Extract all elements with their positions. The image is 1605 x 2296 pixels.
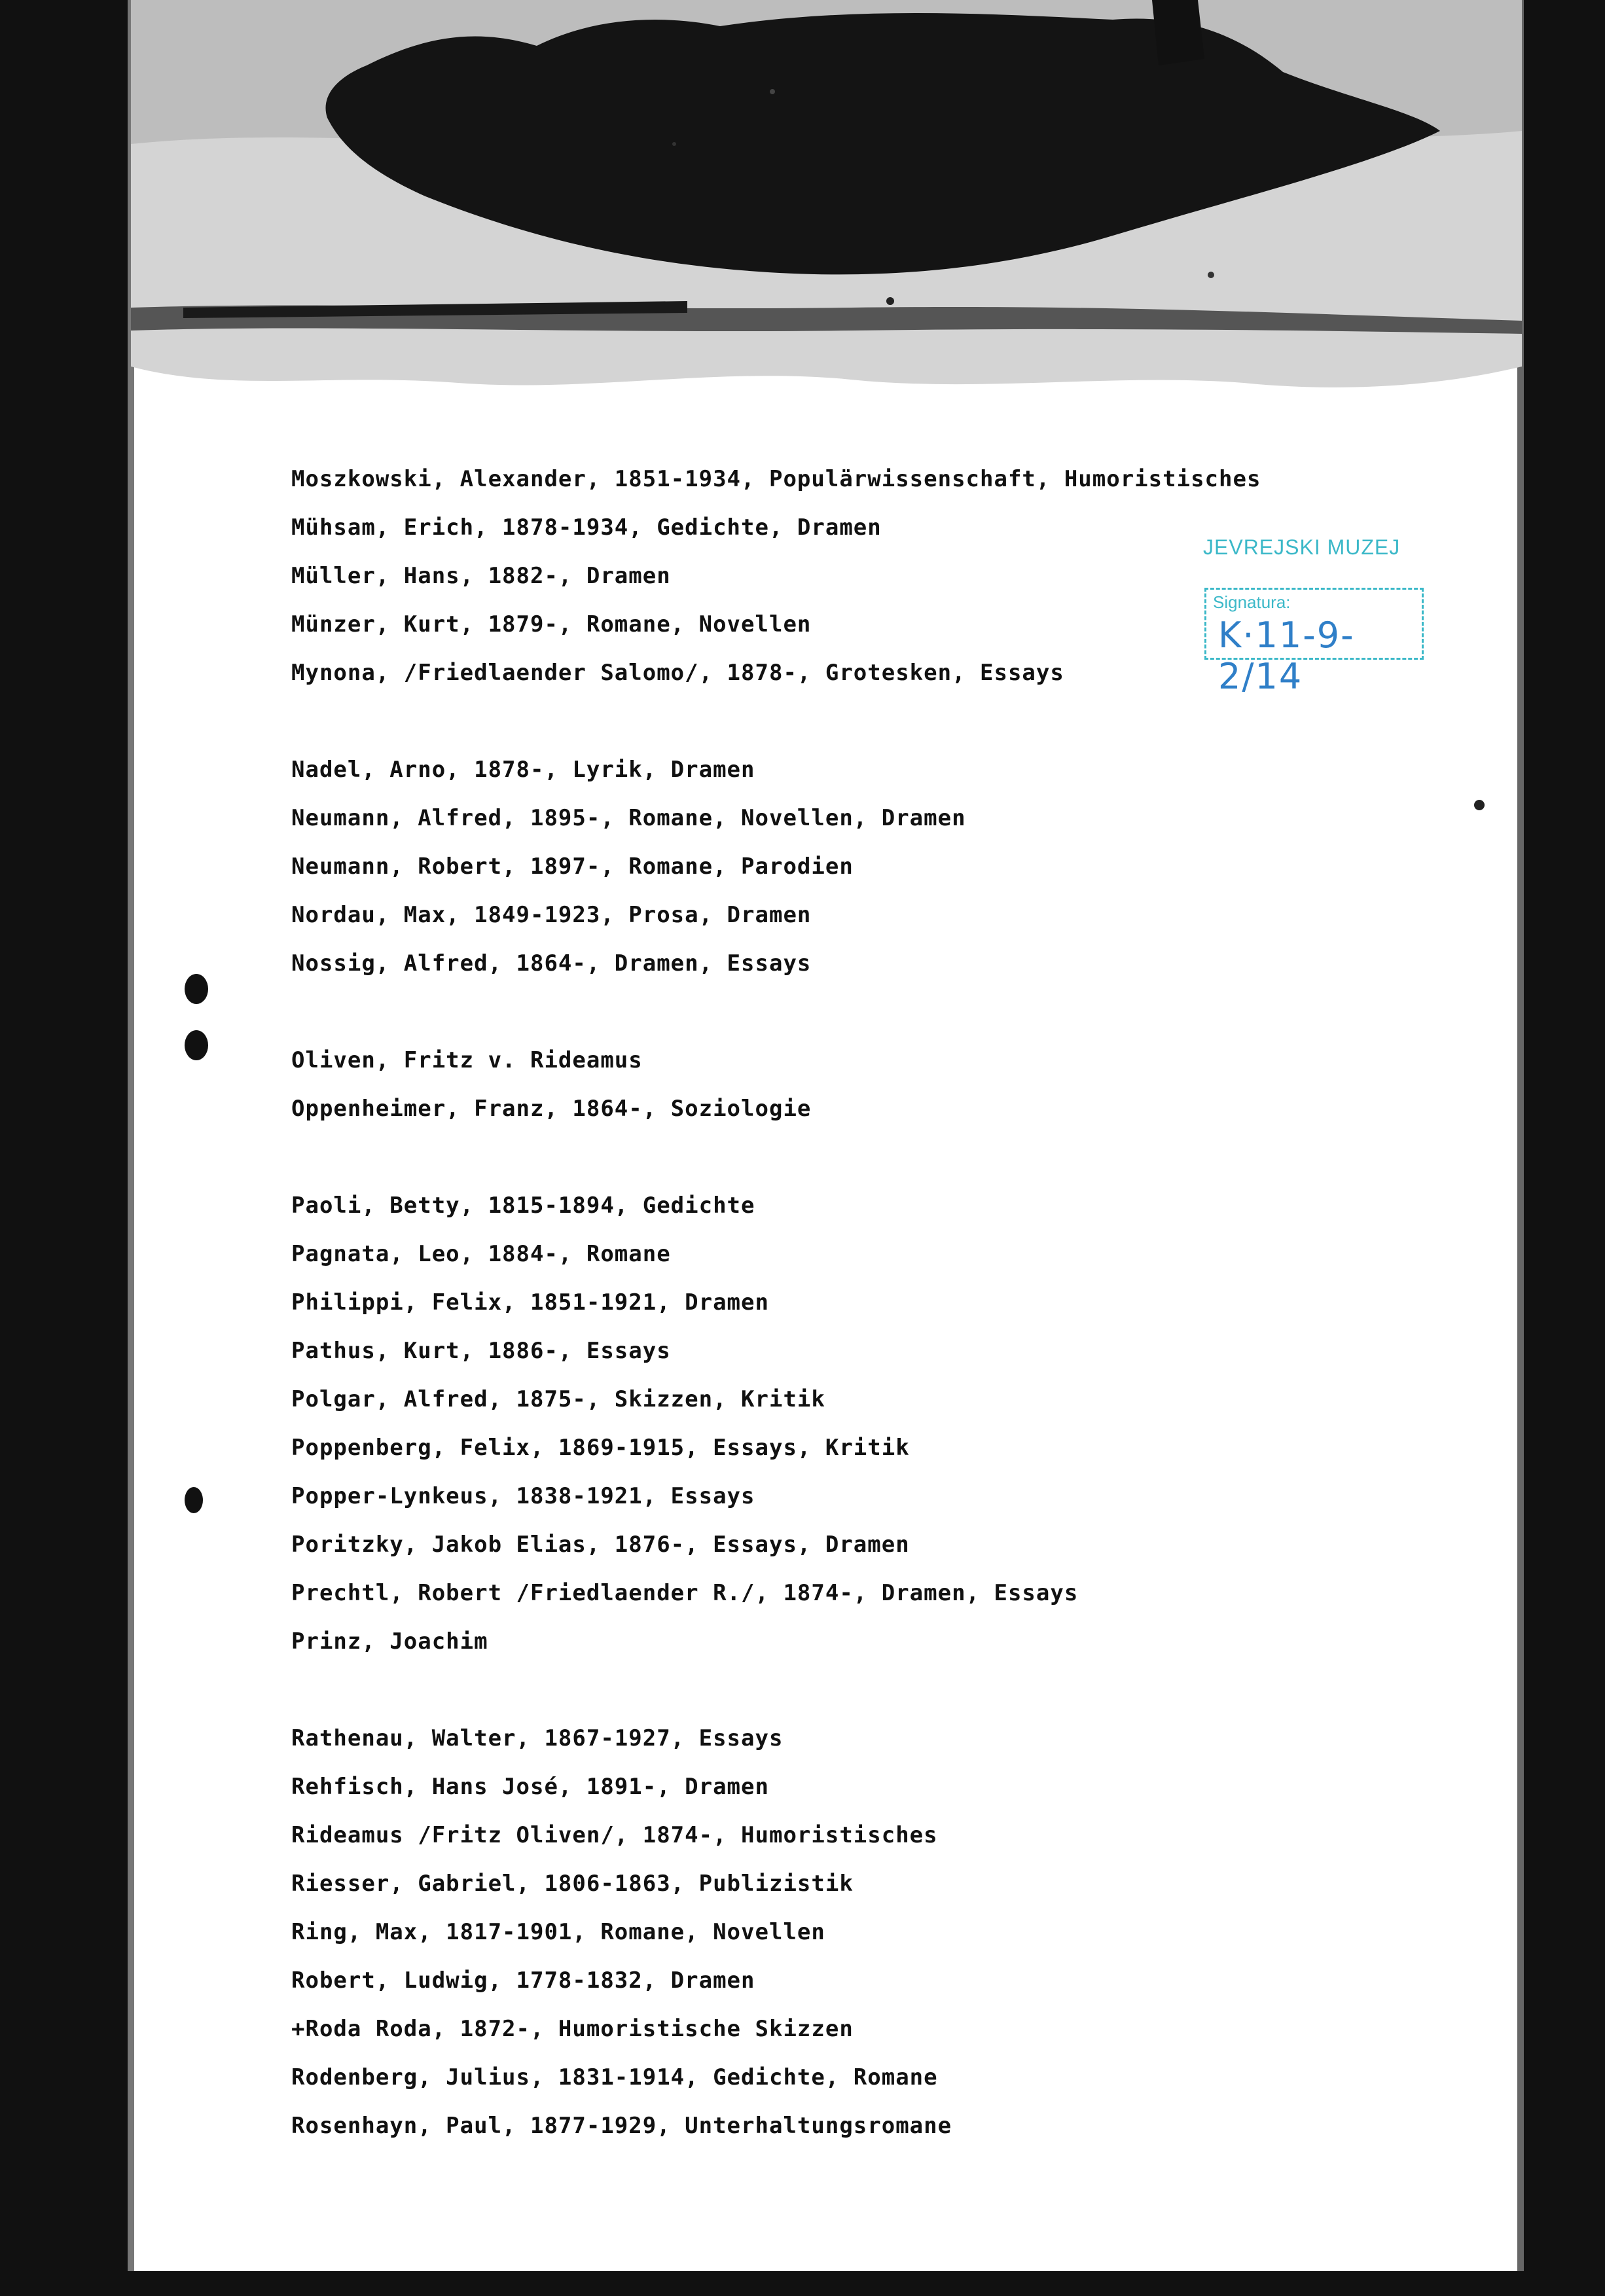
author-entry: Rideamus /Fritz Oliven/, 1874-, Humoristisches (291, 1822, 938, 1848)
author-entry: Nadel, Arno, 1878-, Lyrik, Dramen (291, 757, 755, 783)
author-entry: Paoli, Betty, 1815-1894, Gedichte (291, 1193, 755, 1219)
stamp-signature: K·11-9-2/14 (1218, 615, 1355, 697)
author-entry: Poritzky, Jakob Elias, 1876-, Essays, Dramen (291, 1532, 910, 1558)
author-entry: Neumann, Alfred, 1895-, Romane, Novellen, Dramen (291, 805, 966, 831)
punch-hole-mark (185, 1030, 208, 1060)
author-entry: Nordau, Max, 1849-1923, Prosa, Dramen (291, 902, 812, 928)
author-entry: Rosenhayn, Paul, 1877-1929, Unterhaltungsromane (291, 2113, 952, 2139)
entry-group (291, 745, 1470, 988)
author-entry: Rodenberg, Julius, 1831-1914, Gedichte, Romane (291, 2064, 938, 2090)
author-entry: Müller, Hans, 1882-, Dramen (291, 563, 671, 589)
author-entry: +Roda Roda, 1872-, Humoristische Skizzen (291, 2016, 854, 2042)
author-entry: Popper-Lynkeus, 1838-1921, Essays (291, 1483, 755, 1509)
author-entry: Rehfisch, Hans José, 1891-, Dramen (291, 1774, 769, 1800)
author-entry: Mynona, /Friedlaender Salomo/, 1878-, Grotesken, Essays (291, 660, 1064, 686)
entry-group (291, 455, 1470, 697)
author-entry: Polgar, Alfred, 1875-, Skizzen, Kritik (291, 1386, 825, 1412)
author-entry: Pathus, Kurt, 1886-, Essays (291, 1338, 671, 1364)
punch-hole-mark (185, 1487, 203, 1513)
punch-hole-mark (185, 974, 208, 1004)
author-entry: Prechtl, Robert /Friedlaender R./, 1874-, Dramen, Essays (291, 1580, 1079, 1606)
stamp-label: Signatura: (1213, 592, 1291, 612)
author-entry: Rathenau, Walter, 1867-1927, Essays (291, 1725, 784, 1751)
author-entry: Prinz, Joachim (291, 1628, 488, 1655)
author-entry: Robert, Ludwig, 1778-1832, Dramen (291, 1967, 755, 1994)
stamp-title: JEVREJSKI MUZEJ (1203, 535, 1401, 559)
author-entry: Neumann, Robert, 1897-, Romane, Parodien (291, 853, 854, 880)
author-entry: Poppenberg, Felix, 1869-1915, Essays, Kritik (291, 1435, 910, 1461)
entry-group (291, 1714, 1470, 2150)
author-entry: Riesser, Gabriel, 1806-1863, Publizistik (291, 1871, 854, 1897)
author-entry: Mühsam, Erich, 1878-1934, Gedichte, Dramen (291, 514, 882, 541)
author-entry: Oppenheimer, Franz, 1864-, Soziologie (291, 1096, 812, 1122)
author-list (291, 455, 1470, 2150)
author-entry: Ring, Max, 1817-1901, Romane, Novellen (291, 1919, 825, 1945)
author-entry: Münzer, Kurt, 1879-, Romane, Novellen (291, 611, 812, 637)
entry-group (291, 1036, 1470, 1133)
author-entry: Moszkowski, Alexander, 1851-1934, Populärwissenschaft, Humoristisches (291, 466, 1261, 492)
author-entry: Nossig, Alfred, 1864-, Dramen, Essays (291, 950, 812, 977)
author-entry: Oliven, Fritz v. Rideamus (291, 1047, 643, 1073)
author-entry: Philippi, Felix, 1851-1921, Dramen (291, 1289, 769, 1316)
author-entry: Pagnata, Leo, 1884-, Romane (291, 1241, 671, 1267)
entry-group (291, 1181, 1470, 1666)
